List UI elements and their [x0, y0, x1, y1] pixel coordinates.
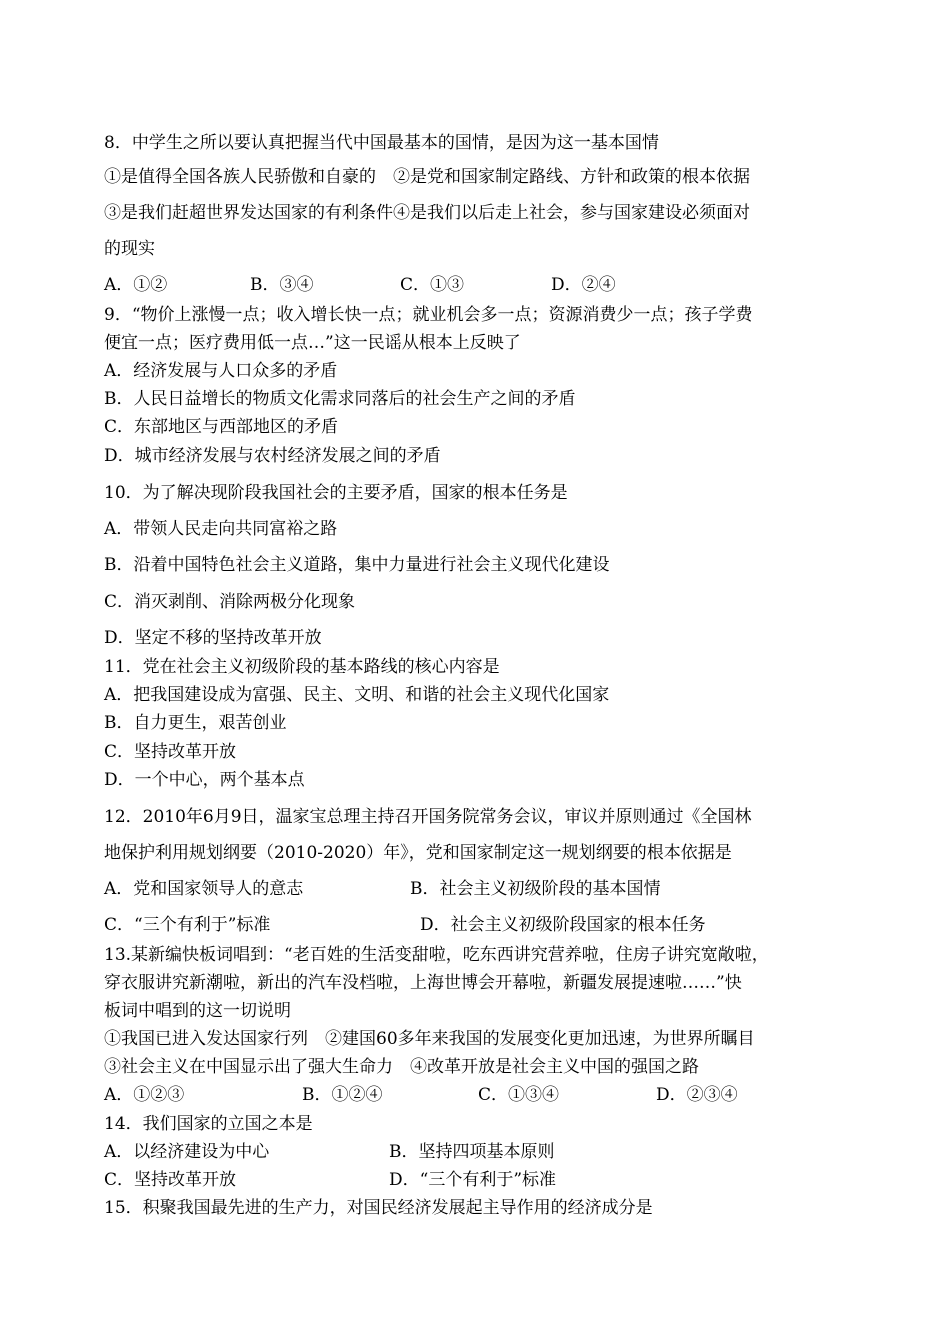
question-9-option-d: D．城市经济发展与农村经济发展之间的矛盾 [104, 446, 441, 466]
question-12-stem-1: 12．2010年6月9日，温家宝总理主持召开国务院常务会议，审议并原则通过《全国林 [104, 807, 752, 827]
question-10-option-d: D．坚定不移的坚持改革开放 [104, 628, 322, 648]
question-10-option-c: C．消灭剥削、消除两极分化现象 [104, 592, 356, 612]
question-13-stem-2: 穿衣服讲究新潮啦，新出的汽车没档啦，上海世博会开幕啦，新疆发展提速啦……”快 [104, 973, 742, 993]
question-15-stem: 15．积聚我国最先进的生产力，对国民经济发展起主导作用的经济成分是 [104, 1198, 653, 1218]
question-10-stem: 10．为了解决现阶段我国社会的主要矛盾，国家的根本任务是 [104, 483, 568, 503]
question-8-option-a: A．①② [104, 275, 168, 295]
question-9-stem-1: 9．“物价上涨慢一点；收入增长快一点；就业机会多一点；资源消费少一点；孩子学费 [104, 305, 753, 325]
question-8-statements-3: 的现实 [104, 239, 155, 259]
question-8-option-d: D．②④ [551, 275, 616, 295]
question-12-option-c: C．“三个有利于”标准 [104, 915, 271, 935]
question-12-stem-2: 地保护利用规划纲要（2010-2020）年》，党和国家制定这一规划纲要的根本依据是 [104, 843, 732, 863]
question-13-option-b: B．①②④ [302, 1085, 383, 1105]
question-13-statements-1: ①我国已进入发达国家行列 ②建国60多年来我国的发展变化更加迅速，为世界所瞩目 [104, 1029, 755, 1049]
question-8-statements-1: ①是值得全国各族人民骄傲和自豪的 ②是党和国家制定路线、方针和政策的根本依据 [104, 167, 750, 187]
question-12-option-a: A．党和国家领导人的意志 [104, 879, 304, 899]
question-14-option-c: C．坚持改革开放 [104, 1170, 237, 1190]
question-13-option-a: A．①②③ [104, 1085, 185, 1105]
question-8-option-b: B．③④ [250, 275, 314, 295]
question-12-option-b: B．社会主义初级阶段的基本国情 [410, 879, 661, 899]
question-13-option-d: D．②③④ [656, 1085, 738, 1105]
question-14-option-a: A．以经济建设为中心 [104, 1142, 270, 1162]
question-11-stem: 11．党在社会主义初级阶段的基本路线的核心内容是 [104, 657, 500, 677]
question-11-option-b: B．自力更生，艰苦创业 [104, 713, 287, 733]
question-11-option-d: D．一个中心，两个基本点 [104, 770, 305, 790]
question-12-option-d: D．社会主义初级阶段国家的根本任务 [420, 915, 706, 935]
question-9-option-c: C．东部地区与西部地区的矛盾 [104, 417, 339, 437]
question-8-stem: 8．中学生之所以要认真把握当代中国最基本的国情，是因为这一基本国情 [104, 133, 659, 153]
question-9-stem-2: 便宜一点；医疗费用低一点…”这一民谣从根本上反映了 [104, 333, 521, 353]
question-11-option-c: C．坚持改革开放 [104, 742, 237, 762]
question-8-statements-2: ③是我们赶超世界发达国家的有利条件④是我们以后走上社会，参与国家建设必须面对 [104, 203, 750, 223]
question-10-option-b: B．沿着中国特色社会主义道路，集中力量进行社会主义现代化建设 [104, 555, 610, 575]
question-8-option-c: C．①③ [400, 275, 465, 295]
question-9-option-a: A．经济发展与人口众多的矛盾 [104, 361, 338, 381]
question-14-option-b: B．坚持四项基本原则 [389, 1142, 555, 1162]
question-13-option-c: C．①③④ [478, 1085, 560, 1105]
question-13-statements-2: ③社会主义在中国显示出了强大生命力 ④改革开放是社会主义中国的强国之路 [104, 1057, 699, 1077]
question-14-option-d: D．“三个有利于”标准 [389, 1170, 557, 1190]
question-13-stem-1: 13.某新编快板词唱到：“老百姓的生活变甜啦，吃东西讲究营养啦，住房子讲究宽敞啦， [104, 945, 769, 965]
question-14-stem: 14．我们国家的立国之本是 [104, 1114, 313, 1134]
question-11-option-a: A．把我国建设成为富强、民主、文明、和谐的社会主义现代化国家 [104, 685, 610, 705]
question-13-stem-3: 板词中唱到的这一切说明 [104, 1001, 291, 1021]
question-10-option-a: A．带领人民走向共同富裕之路 [104, 519, 338, 539]
question-9-option-b: B．人民日益增长的物质文化需求同落后的社会生产之间的矛盾 [104, 389, 576, 409]
